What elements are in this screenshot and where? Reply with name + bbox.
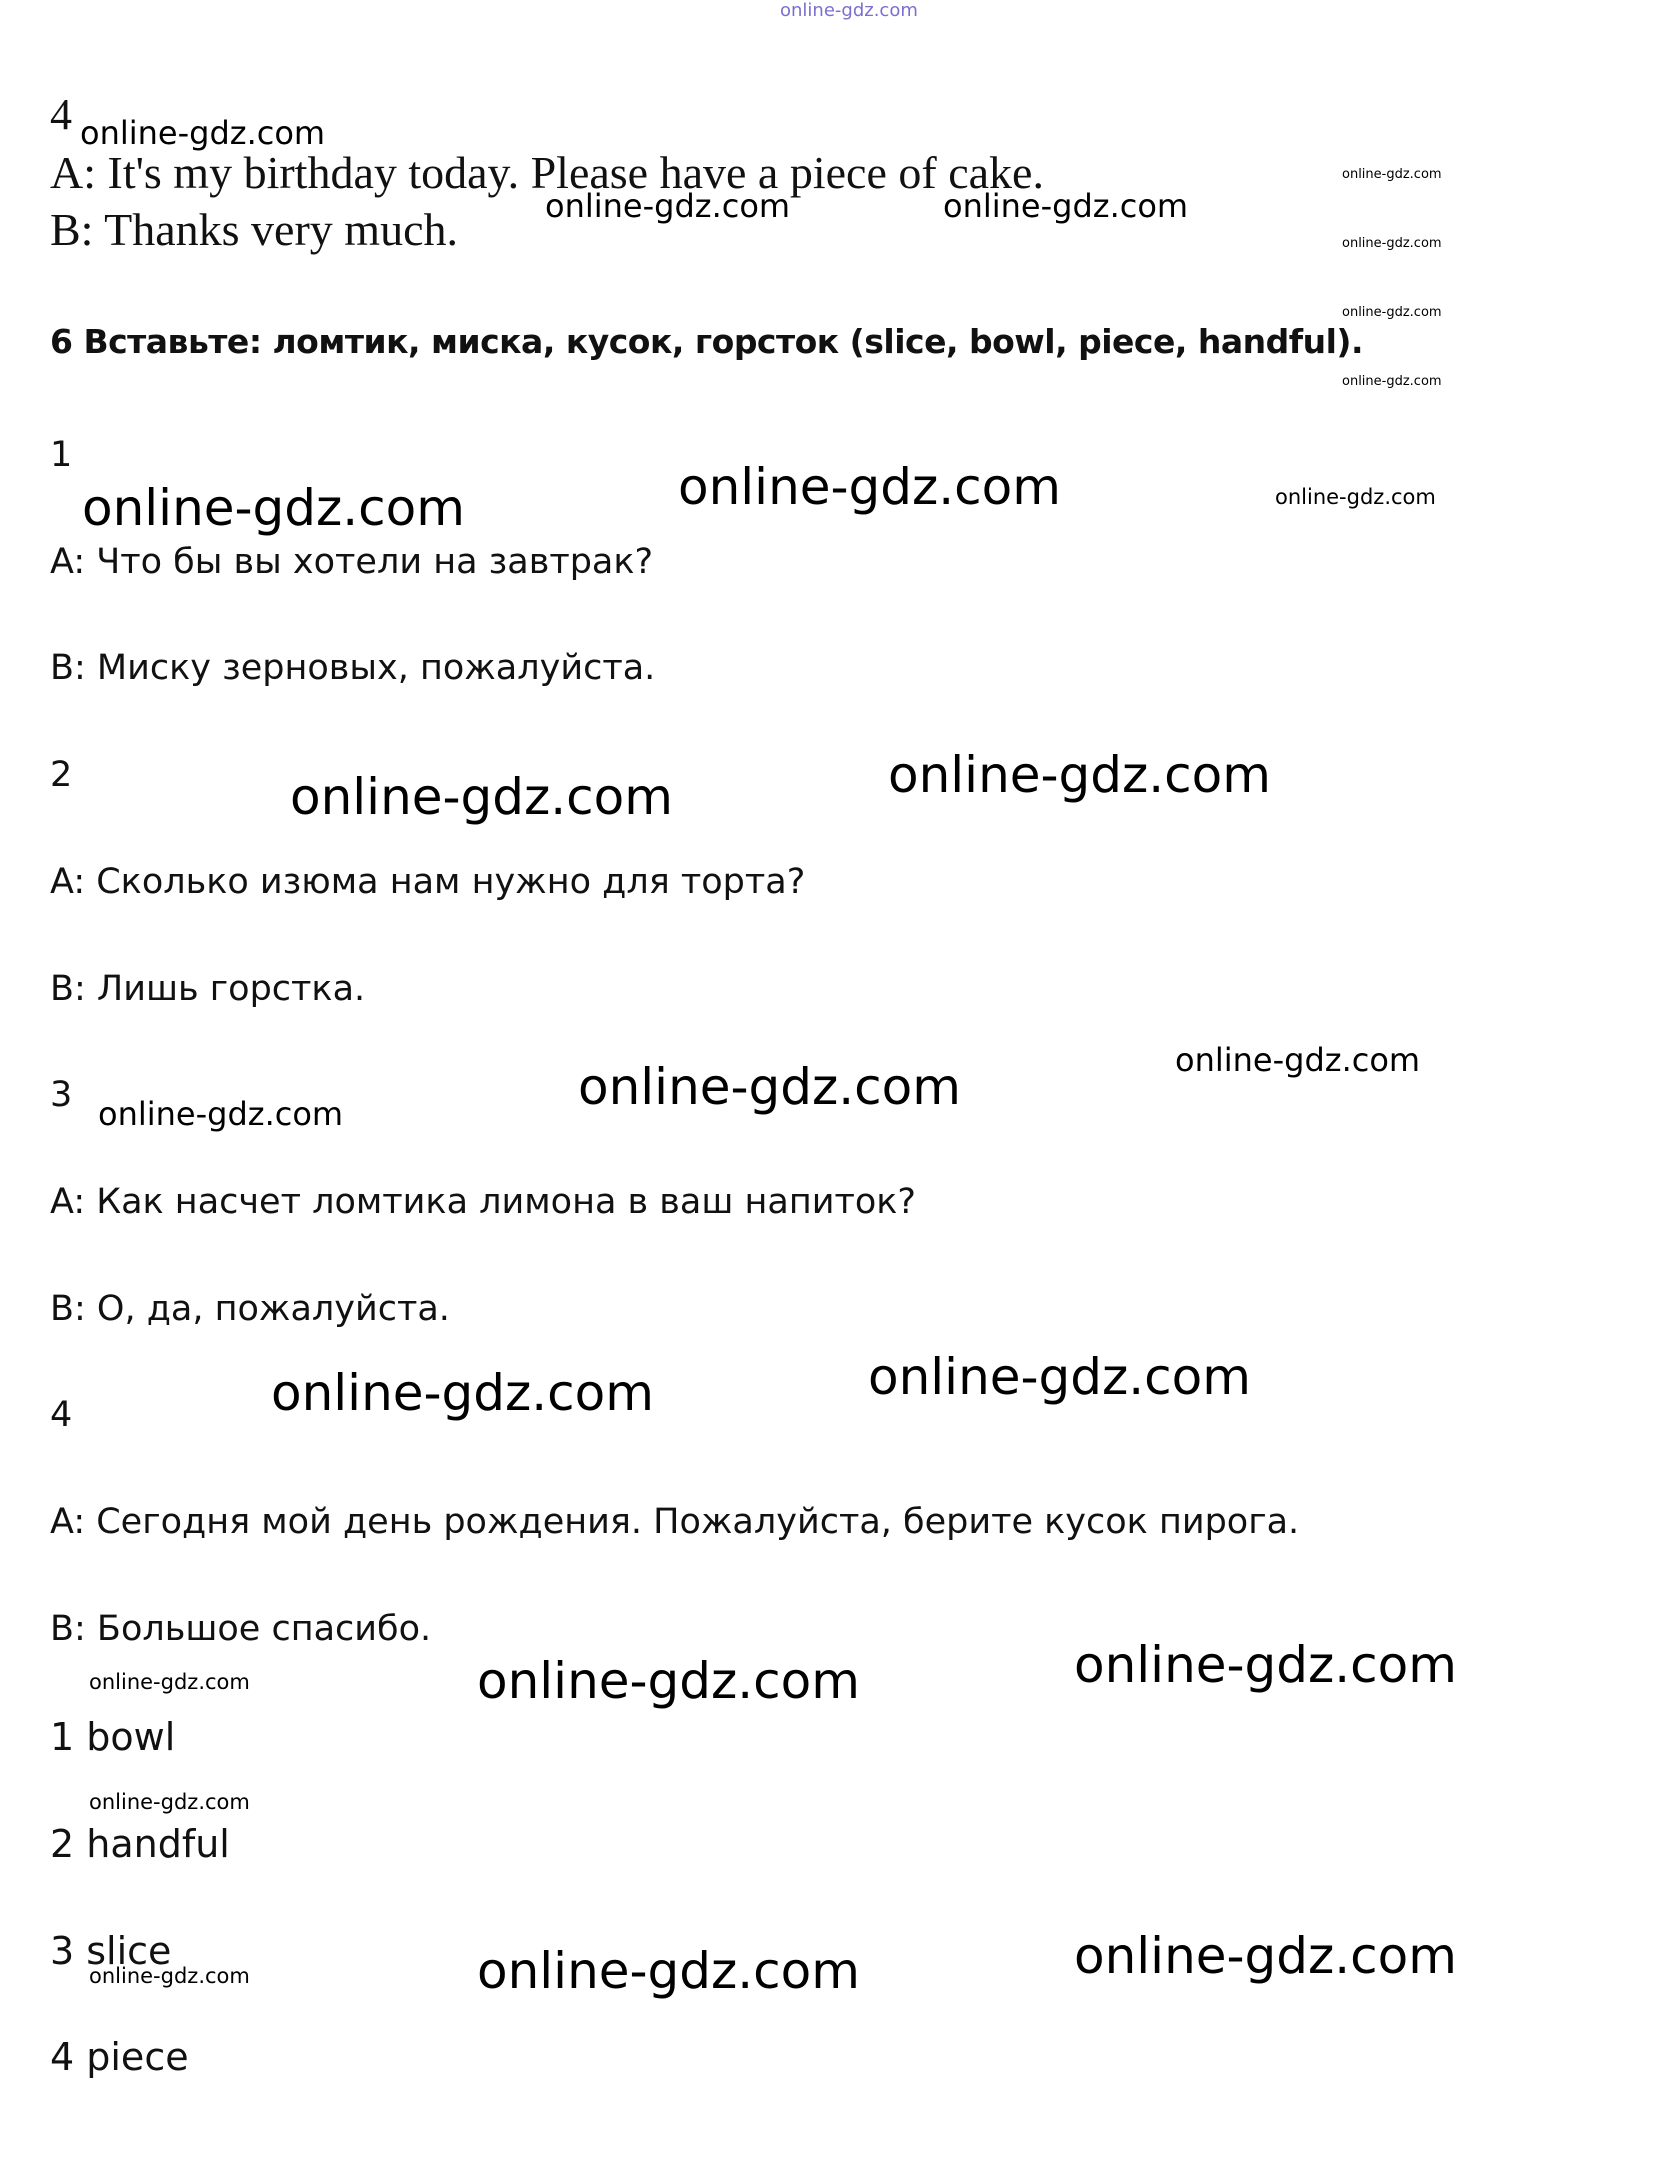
watermark: online-gdz.com [271,1364,654,1422]
dialogue-2-number: 2 [50,755,73,795]
dialogue-1-number: 1 [50,435,73,475]
watermark: online-gdz.com [89,1790,250,1814]
watermark: online-gdz.com [943,187,1189,225]
watermark: online-gdz.com [1175,1041,1421,1079]
dialogue-4-line-a: A: Сегодня мой день рождения. Пожалуйста, берите кусок пирога. [50,1502,1300,1542]
watermark: online-gdz.com [578,1058,961,1116]
dialogue-3-number: 3 [50,1075,73,1115]
answer-3: 3 slice [50,1929,172,1973]
watermark: online-gdz.com [1342,374,1442,389]
part4-number: 4 [50,90,72,139]
dialogue-4-number: 4 [50,1395,73,1435]
dialogue-2-line-b: B: Лишь горстка. [50,969,366,1009]
watermark: online-gdz.com [477,1942,860,2000]
watermark: online-gdz.com [290,768,673,826]
exercise6-title: 6 Вставьте: ломтик, миска, кусок, горсток (slice, bowl, piece, handful). [50,322,1364,361]
answer-2: 2 handful [50,1822,230,1866]
watermark: online-gdz.com [82,479,465,537]
watermark: online-gdz.com [89,1964,250,1988]
part4-line-b: B: Thanks very much. [50,204,458,255]
watermark: online-gdz.com [80,114,326,152]
watermark: online-gdz.com [1342,236,1442,251]
watermark: online-gdz.com [1074,1927,1457,1985]
dialogue-2-line-a: A: Сколько изюма нам нужно для торта? [50,862,806,902]
watermark: online-gdz.com [868,1348,1251,1406]
answer-1: 1 bowl [50,1715,176,1759]
watermark: online-gdz.com [1074,1636,1457,1694]
part4-line-a: A: It's my birthday today. Please have a piece of cake. [50,147,1044,198]
watermark: online-gdz.com [1342,305,1442,320]
watermark: online-gdz.com [98,1095,344,1133]
watermark: online-gdz.com [1275,485,1436,509]
watermark: online-gdz.com [89,1670,250,1694]
watermark: online-gdz.com [477,1652,860,1710]
dialogue-3-line-a: A: Как насчет ломтика лимона в ваш напиток? [50,1182,916,1222]
watermark: online-gdz.com [545,187,791,225]
dialogue-1-line-b: B: Миску зерновых, пожалуйста. [50,648,656,688]
watermark: online-gdz.com [1342,167,1442,182]
dialogue-3-line-b: B: О, да, пожалуйста. [50,1289,450,1329]
dialogue-4-line-b: B: Большое спасибо. [50,1609,432,1649]
top-watermark: online-gdz.com [780,0,918,21]
answer-4: 4 piece [50,2035,189,2079]
dialogue-1-line-a: A: Что бы вы хотели на завтрак? [50,542,654,582]
watermark: online-gdz.com [678,458,1061,516]
watermark: online-gdz.com [888,746,1271,804]
